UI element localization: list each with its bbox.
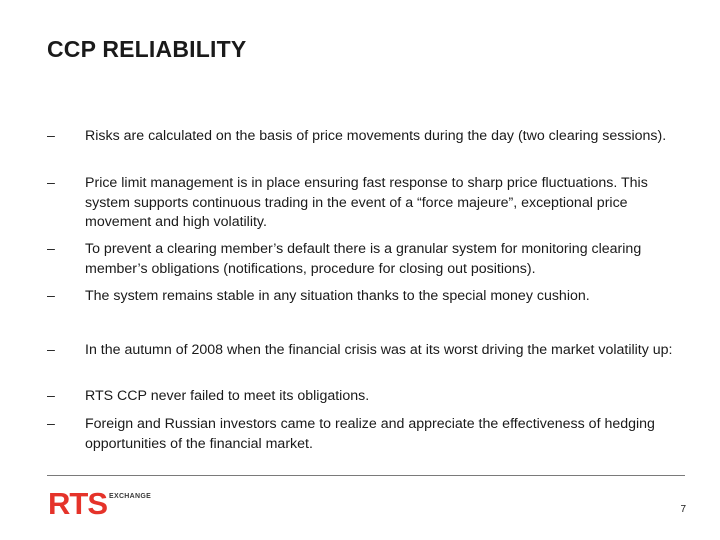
bullet-text: Foreign and Russian investors came to realize and appreciate the effectiveness of hedging opportunities of the financial market. — [85, 416, 655, 452]
bullet-text: To prevent a clearing member’s default there is a granular system for monitoring clearing member’s obligations (notifications, procedure for closing out positions). — [85, 241, 642, 277]
bullet-dash: – — [47, 388, 55, 404]
bullet-text: Price limit management is in place ensuring fast response to sharp price fluctuations. This system supports continuous trading in the event of a “force majeure”, exceptional price movement and high volatility. — [85, 175, 648, 230]
bullet-dash: – — [47, 241, 55, 257]
footer-divider — [47, 475, 685, 476]
bullet-dash: – — [47, 128, 55, 144]
logo-mark: RTS — [48, 486, 107, 521]
bullet-dash: – — [47, 175, 55, 191]
slide-title: CCP RELIABILITY — [47, 36, 247, 62]
bullet-text: In the autumn of 2008 when the financial crisis was at its worst driving the market volatility up: — [85, 342, 673, 358]
bullet-text: The system remains stable in any situation thanks to the special money cushion. — [85, 288, 590, 304]
logo-subtext: EXCHANGE — [109, 493, 152, 500]
rts-exchange-logo — [48, 486, 168, 521]
bullet-dash: – — [47, 288, 55, 304]
bullet-dash: – — [47, 416, 55, 432]
bullet-dash: – — [47, 342, 55, 358]
page-number: 7 — [680, 504, 686, 515]
bullet-text: Risks are calculated on the basis of price movements during the day (two clearing sessions). — [85, 128, 667, 144]
bullet-text: RTS CCP never failed to meet its obligations. — [85, 388, 370, 404]
